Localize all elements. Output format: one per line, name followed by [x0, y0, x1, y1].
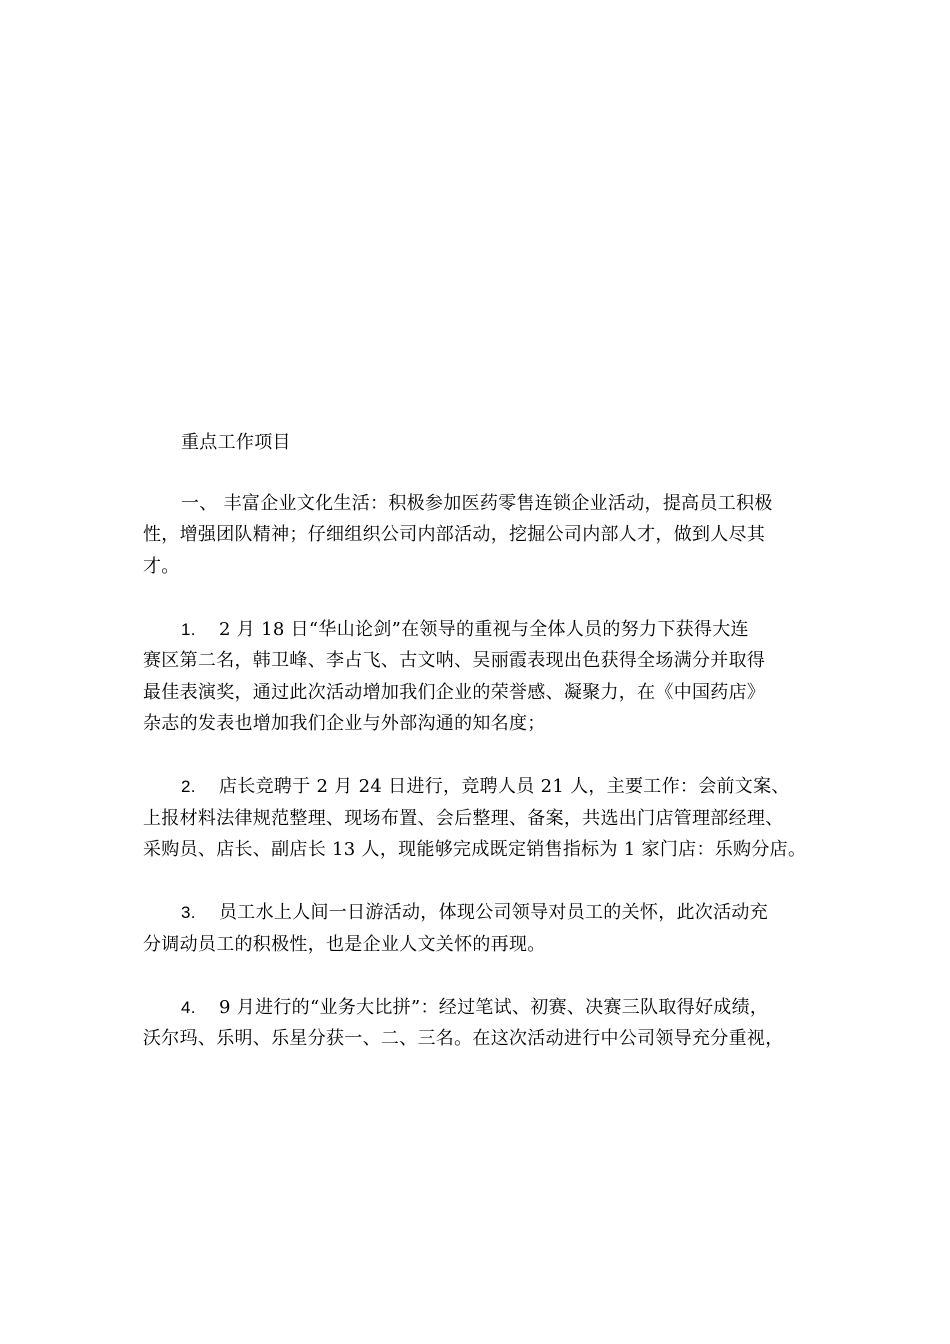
list-item-line: 杂志的发表也增加我们企业与外部沟通的知名度； — [143, 713, 546, 734]
list-item-number: 4. — [181, 997, 196, 1017]
list-item-line: 上报材料法律规范整理、现场布置、会后整理、备案，共选出门店管理部经理、 — [143, 807, 784, 829]
list-item-first-line — [143, 614, 818, 646]
list-item-text: 店长竞聘于 2 月 24 日进行，竞聘人员 21 人，主要工作：会前文案、 — [219, 776, 790, 797]
list-item-line: 最佳表演奖，通过此次活动增加我们企业的荣誉感、凝聚力，在《中国药店》 — [143, 681, 766, 703]
intro-line: 一、 丰富企业文化生活：积极参加医药零售连锁企业活动，提高员工积极 — [181, 492, 773, 514]
list-item-first-line — [143, 897, 818, 929]
list-item-number: 3. — [181, 903, 196, 922]
list-item-first-line — [143, 992, 818, 1024]
intro-paragraph — [143, 488, 818, 583]
list-item-line: 分调动员工的积极性，也是企业人文关怀的再现。 — [143, 933, 546, 955]
list-item-line: 赛区第二名，韩卫峰、李占飞、古文呐、吴丽霞表现出色获得全场满分并取得 — [143, 650, 766, 671]
list-item-3 — [143, 897, 818, 960]
list-item-2 — [143, 771, 818, 866]
section-heading: 重点工作项目 — [181, 432, 291, 453]
list-item-number: 1. — [181, 619, 196, 639]
list-item-4 — [143, 992, 818, 1055]
list-item-line: 采购员、店长、副店长 13 人，现能够完成既定销售指标为 1 家门店：乐购分店。 — [143, 839, 807, 860]
list-item-text: 9 月进行的“业务大比拼”：经过笔试、初赛、决赛三队取得好成绩， — [219, 996, 769, 1018]
list-item-text: 员工水上人间一日游活动，体现公司领导对员工的关怀，此次活动充 — [219, 902, 768, 923]
list-item-1 — [143, 614, 818, 740]
list-item-first-line — [143, 771, 818, 803]
list-item-text: 2 月 18 日“华山论剑”在领导的重视与全体人员的努力下获得大连 — [219, 618, 749, 640]
intro-line: 性，增强团队精神；仔细组织公司内部活动，挖掘公司内部人才，做到人尽其 — [143, 524, 766, 545]
list-item-number: 2. — [181, 777, 196, 796]
intro-line: 才。 — [143, 555, 180, 577]
document-body — [143, 427, 818, 1086]
list-item-line: 沃尔玛、乐明、乐星分获一、二、三名。在这次活动进行中公司领导充分重视， — [143, 1028, 784, 1049]
